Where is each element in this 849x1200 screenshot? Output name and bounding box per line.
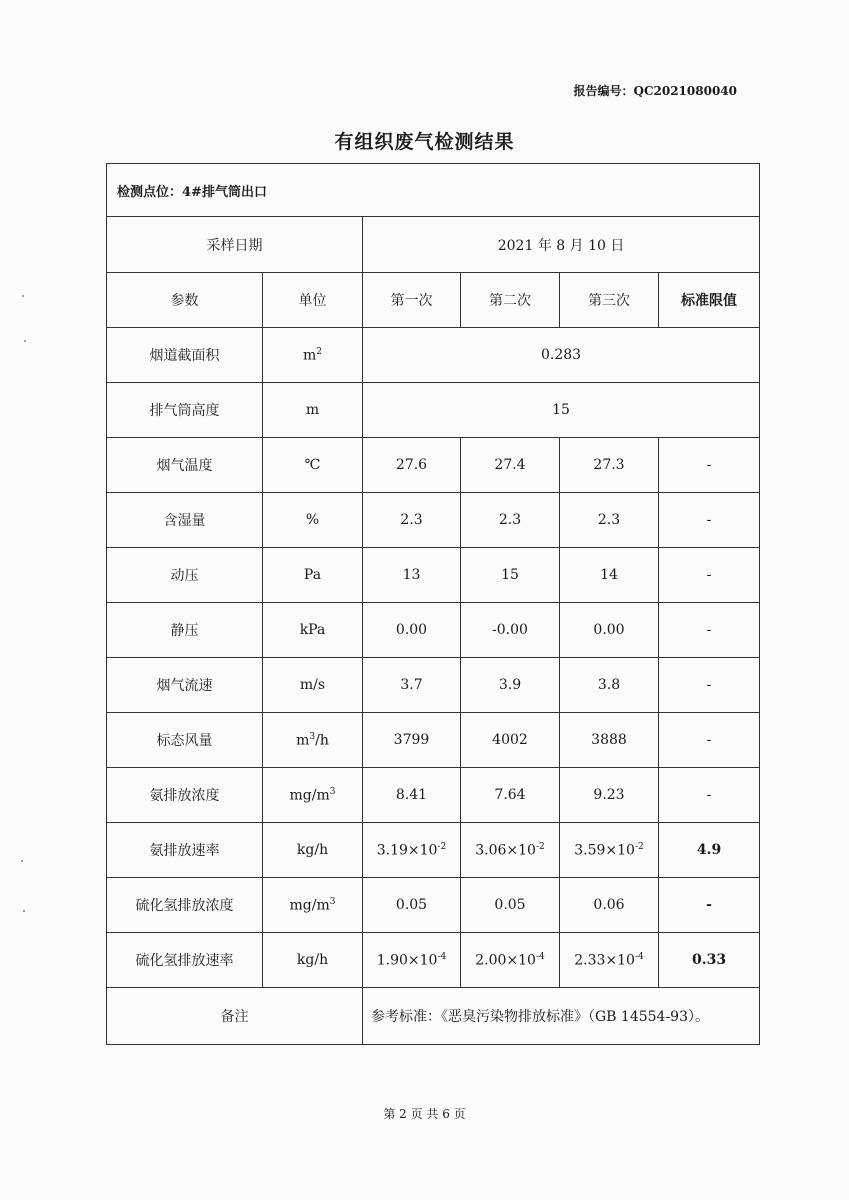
- third-measurement-base: 0.06: [593, 897, 625, 913]
- param-name: 硫化氢排放速率: [107, 933, 263, 988]
- param-unit: [263, 548, 363, 603]
- third-measurement: [560, 823, 659, 878]
- param-name: 静压: [107, 603, 263, 658]
- param-unit: [263, 658, 363, 713]
- report-number-value: QC2021080040: [633, 84, 737, 98]
- param-unit: [263, 493, 363, 548]
- first-measurement-base: 0.00: [395, 622, 428, 638]
- param-name: 烟气流速: [107, 658, 263, 713]
- param-unit-base: m/s: [299, 677, 326, 693]
- page-footer: 第 2 页 共 6 页: [383, 1107, 466, 1121]
- param-unit-base: kg/h: [296, 842, 329, 858]
- param-unit: [263, 713, 363, 768]
- sampling-date-label: 采样日期: [107, 217, 363, 273]
- first-measurement-exponent: -2: [437, 841, 447, 852]
- table-row: [107, 768, 760, 823]
- param-unit-base: mg/m: [289, 787, 330, 804]
- third-measurement: [560, 658, 659, 713]
- monitoring-point-row: [107, 164, 760, 217]
- param-name: 标态风量: [107, 713, 263, 768]
- table-row: [107, 603, 760, 658]
- standard-limit: 4.9: [659, 823, 760, 878]
- second-measurement: [461, 438, 560, 493]
- param-unit-base: kg/h: [296, 952, 329, 968]
- first-measurement: [363, 823, 461, 878]
- param-name: 排气筒高度: [107, 383, 263, 438]
- first-measurement-base: 3.7: [400, 677, 423, 693]
- scan-speck: [22, 295, 24, 297]
- second-measurement-base: 3.9: [498, 677, 522, 693]
- table-row: [107, 713, 760, 768]
- sampling-date-row: [107, 217, 760, 273]
- third-measurement: [560, 603, 659, 658]
- param-unit-exponent: 3: [329, 896, 336, 907]
- header-second: 第二次: [461, 273, 560, 328]
- third-measurement-base: 9.23: [593, 787, 625, 803]
- second-measurement-exponent: -4: [535, 951, 545, 962]
- header-parameter: 参数: [107, 273, 263, 328]
- param-unit-exponent: 3: [309, 731, 316, 742]
- table-row: [107, 328, 760, 383]
- standard-limit: -: [659, 713, 760, 768]
- param-unit-exponent: 2: [316, 346, 322, 357]
- third-measurement-base: 2.3: [597, 512, 621, 528]
- standard-limit: -: [659, 658, 760, 713]
- param-unit-base: m: [296, 732, 310, 749]
- param-name: 氨排放速率: [107, 823, 263, 878]
- param-unit: [263, 603, 363, 658]
- param-name: 硫化氢排放浓度: [107, 878, 263, 933]
- param-unit-base: kPa: [299, 622, 326, 638]
- second-measurement-base: 3.06×10: [475, 842, 536, 859]
- param-unit-base: %: [305, 512, 320, 528]
- red-seal-stamp: [827, 565, 849, 725]
- page-title: 有组织废气检测结果: [334, 131, 515, 153]
- first-measurement: [363, 658, 461, 713]
- first-measurement-base: 3799: [393, 732, 430, 748]
- param-name: 烟道截面积: [107, 328, 263, 383]
- first-measurement-exponent: -4: [437, 951, 447, 962]
- third-measurement: [560, 548, 659, 603]
- first-measurement: [363, 603, 461, 658]
- param-name: 氨排放浓度: [107, 768, 263, 823]
- second-measurement: [461, 493, 560, 548]
- third-measurement-base: 2.33×10: [574, 952, 635, 969]
- param-unit-base: m: [305, 402, 320, 418]
- table-row: [107, 823, 760, 878]
- second-measurement-exponent: -2: [535, 841, 545, 852]
- second-measurement: [461, 658, 560, 713]
- first-measurement-base: 0.05: [395, 897, 428, 913]
- table-row: [107, 548, 760, 603]
- standard-limit: 0.33: [659, 933, 760, 988]
- table-row: [107, 438, 760, 493]
- scan-speck: [21, 860, 23, 862]
- table-row: [107, 658, 760, 713]
- remarks-text: 参考标准：《恶臭污染物排放标准》（GB 14554-93）。: [363, 988, 760, 1045]
- second-measurement: [461, 823, 560, 878]
- param-name: 含湿量: [107, 493, 263, 548]
- first-measurement: [363, 493, 461, 548]
- first-measurement-base: 8.41: [395, 787, 428, 803]
- table-row: [107, 933, 760, 988]
- merged-value: 15: [363, 383, 760, 438]
- param-unit: [263, 768, 363, 823]
- param-unit-base: ℃: [304, 457, 321, 473]
- monitoring-point: 检测点位：4#排气筒出口: [107, 164, 760, 217]
- param-unit: [263, 328, 363, 383]
- second-measurement: [461, 713, 560, 768]
- standard-limit: -: [659, 768, 760, 823]
- third-measurement: [560, 713, 659, 768]
- first-measurement: [363, 548, 461, 603]
- second-measurement: [461, 548, 560, 603]
- third-measurement-base: 14: [600, 567, 618, 583]
- third-measurement: [560, 493, 659, 548]
- header-first: 第一次: [363, 273, 461, 328]
- standard-limit: -: [659, 438, 760, 493]
- remarks-label: 备注: [107, 988, 363, 1045]
- first-measurement: [363, 713, 461, 768]
- header-unit: 单位: [263, 273, 363, 328]
- third-measurement: [560, 438, 659, 493]
- report-number: [573, 82, 737, 99]
- header-third: 第三次: [560, 273, 659, 328]
- param-unit-base: m: [302, 347, 317, 364]
- third-measurement-base: 0.00: [593, 622, 625, 638]
- second-measurement-base: 27.4: [494, 457, 526, 473]
- standard-limit: -: [659, 548, 760, 603]
- param-name: 烟气温度: [107, 438, 263, 493]
- report-number-label: 报告编号：: [573, 84, 634, 98]
- first-measurement-base: 27.6: [395, 457, 428, 473]
- table-row: [107, 493, 760, 548]
- second-measurement: [461, 768, 560, 823]
- scan-speck: [24, 340, 26, 342]
- second-measurement-base: 7.64: [494, 787, 526, 803]
- first-measurement-base: 2.3: [400, 512, 423, 528]
- param-name: 动压: [107, 548, 263, 603]
- first-measurement: [363, 438, 461, 493]
- second-measurement-base: 0.05: [494, 897, 526, 913]
- second-measurement: [461, 878, 560, 933]
- second-measurement: [461, 933, 560, 988]
- third-measurement: [560, 933, 659, 988]
- header-row: [107, 273, 760, 328]
- second-measurement-base: 4002: [492, 732, 528, 748]
- standard-limit: -: [659, 493, 760, 548]
- param-unit-exponent: 3: [329, 786, 336, 797]
- remarks-row: [107, 988, 760, 1045]
- third-measurement: [560, 768, 659, 823]
- results-table: [106, 163, 760, 1045]
- param-unit: [263, 823, 363, 878]
- first-measurement-base: 1.90×10: [376, 952, 438, 969]
- scan-speck: [23, 910, 25, 912]
- second-measurement-base: 2.00×10: [475, 952, 536, 969]
- third-measurement: [560, 878, 659, 933]
- param-unit: [263, 383, 363, 438]
- param-unit: [263, 933, 363, 988]
- third-measurement-base: 3888: [591, 732, 627, 748]
- param-unit-base: Pa: [303, 567, 322, 583]
- table-row: [107, 383, 760, 438]
- param-unit-base: mg/m: [289, 897, 330, 914]
- first-measurement: [363, 768, 461, 823]
- first-measurement: [363, 933, 461, 988]
- standard-limit: -: [659, 878, 760, 933]
- third-measurement-exponent: -2: [634, 841, 644, 852]
- third-measurement-base: 3.8: [597, 677, 621, 693]
- first-measurement-base: 3.19×10: [376, 842, 438, 859]
- first-measurement-base: 13: [402, 567, 421, 583]
- second-measurement-base: 2.3: [498, 512, 522, 528]
- second-measurement: [461, 603, 560, 658]
- param-unit-suffix: /h: [315, 732, 329, 749]
- third-measurement-exponent: -4: [634, 951, 644, 962]
- third-measurement-base: 3.59×10: [574, 842, 635, 859]
- third-measurement-base: 27.3: [593, 457, 625, 473]
- header-limit: 标准限值: [659, 273, 760, 328]
- second-measurement-base: -0.00: [492, 622, 528, 638]
- merged-value: 0.283: [363, 328, 760, 383]
- second-measurement-base: 15: [501, 567, 519, 583]
- standard-limit: -: [659, 603, 760, 658]
- param-unit: [263, 438, 363, 493]
- table-row: [107, 878, 760, 933]
- first-measurement: [363, 878, 461, 933]
- param-unit: [263, 878, 363, 933]
- sampling-date: 2021 年 8 月 10 日: [363, 217, 760, 273]
